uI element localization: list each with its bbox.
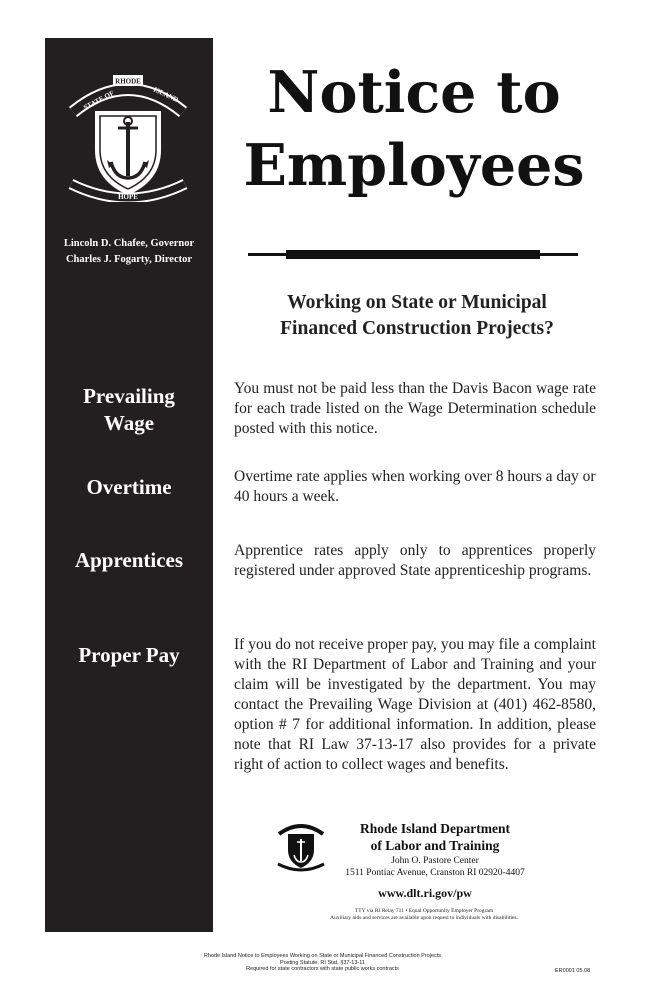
page-title xyxy=(224,56,604,202)
tty-line: TTY via RI Relay 711 • Equal Opportunity Employer Program xyxy=(354,908,494,914)
department-center: John O. Pastore Center xyxy=(391,856,479,866)
subtitle xyxy=(222,290,612,342)
apprentices-text: Apprentice rates apply only to apprentices properly registered under approved State apprenticeship programs. xyxy=(234,542,596,579)
posting-note-line2: Posting Statute: RI Stat. §37-13-11 xyxy=(280,959,365,966)
department-fine-print xyxy=(290,908,558,922)
subtitle-line2: Financed Construction Projects? xyxy=(280,318,554,339)
department-address xyxy=(330,855,540,879)
department-name xyxy=(330,820,540,854)
officials xyxy=(45,236,213,268)
form-id: ER0001 05.08 xyxy=(555,968,591,974)
prevailing-wage-text: You must not be paid less than the Davis Bacon wage rate for each trade listed on the Wage Determination schedule posted with this notice. xyxy=(234,380,596,437)
label-overtime: Overtime xyxy=(86,475,172,499)
title-divider-thick xyxy=(286,250,540,259)
department-name-line1: Rhode Island Department xyxy=(359,821,510,836)
posting-note-line1: Rhode Island Notice to Employees Working on State or Municipal Financed Construction Projects xyxy=(203,953,442,959)
department-street: 1511 Pontiac Avenue, Cranston RI 02920-4407 xyxy=(345,868,525,878)
label-apprentices: Apprentices xyxy=(74,548,184,572)
department-name-line2: of Labor and Training xyxy=(370,838,500,853)
sidebar xyxy=(45,38,213,932)
title-line2: Employees xyxy=(243,132,585,199)
posting-note xyxy=(150,953,495,973)
subtitle-line1: Working on State or Municipal xyxy=(287,292,547,313)
state-seal-icon xyxy=(63,72,193,202)
seal-banner-text: RHODE xyxy=(115,77,141,86)
department-seal-icon xyxy=(275,820,327,872)
seal-top-text: STATE OF xyxy=(82,89,116,112)
posting-note-line3: Required for state contractors with state public works contracts xyxy=(246,966,399,972)
director-name: Charles J. Fogarty, Director xyxy=(65,254,193,265)
label-prevailing-wage-line1: Prevailing xyxy=(83,384,175,408)
overtime-text: Overtime rate applies when working over 8 hours a day or 40 hours a week. xyxy=(234,468,596,505)
department-website[interactable]: www.dlt.ri.gov/pw xyxy=(378,886,472,900)
label-proper-pay: Proper Pay xyxy=(78,643,180,667)
title-line1: Notice to xyxy=(267,59,561,126)
proper-pay-text: If you do not receive proper pay, you may file a complaint with the RI Department of Labor and Training and your claim will be investigated by the department. You may contact the Prevailing Wage Division at (401) 462-8580, option # 7 for additional information. In addition, please note that RI Law 37-13-17 also provides for a private right of action to collect wages and benefits. xyxy=(234,636,596,773)
label-prevailing-wage xyxy=(45,383,213,437)
label-prevailing-wage-line2: Wage xyxy=(103,411,155,435)
seal-motto: HOPE xyxy=(118,193,138,201)
auxiliary-line: Auxiliary aids and services are available upon request to individuals with disabilities. xyxy=(330,915,518,921)
seal-right-text: ISLAND xyxy=(152,85,180,104)
governor-name: Lincoln D. Chafee, Governor xyxy=(63,238,195,249)
